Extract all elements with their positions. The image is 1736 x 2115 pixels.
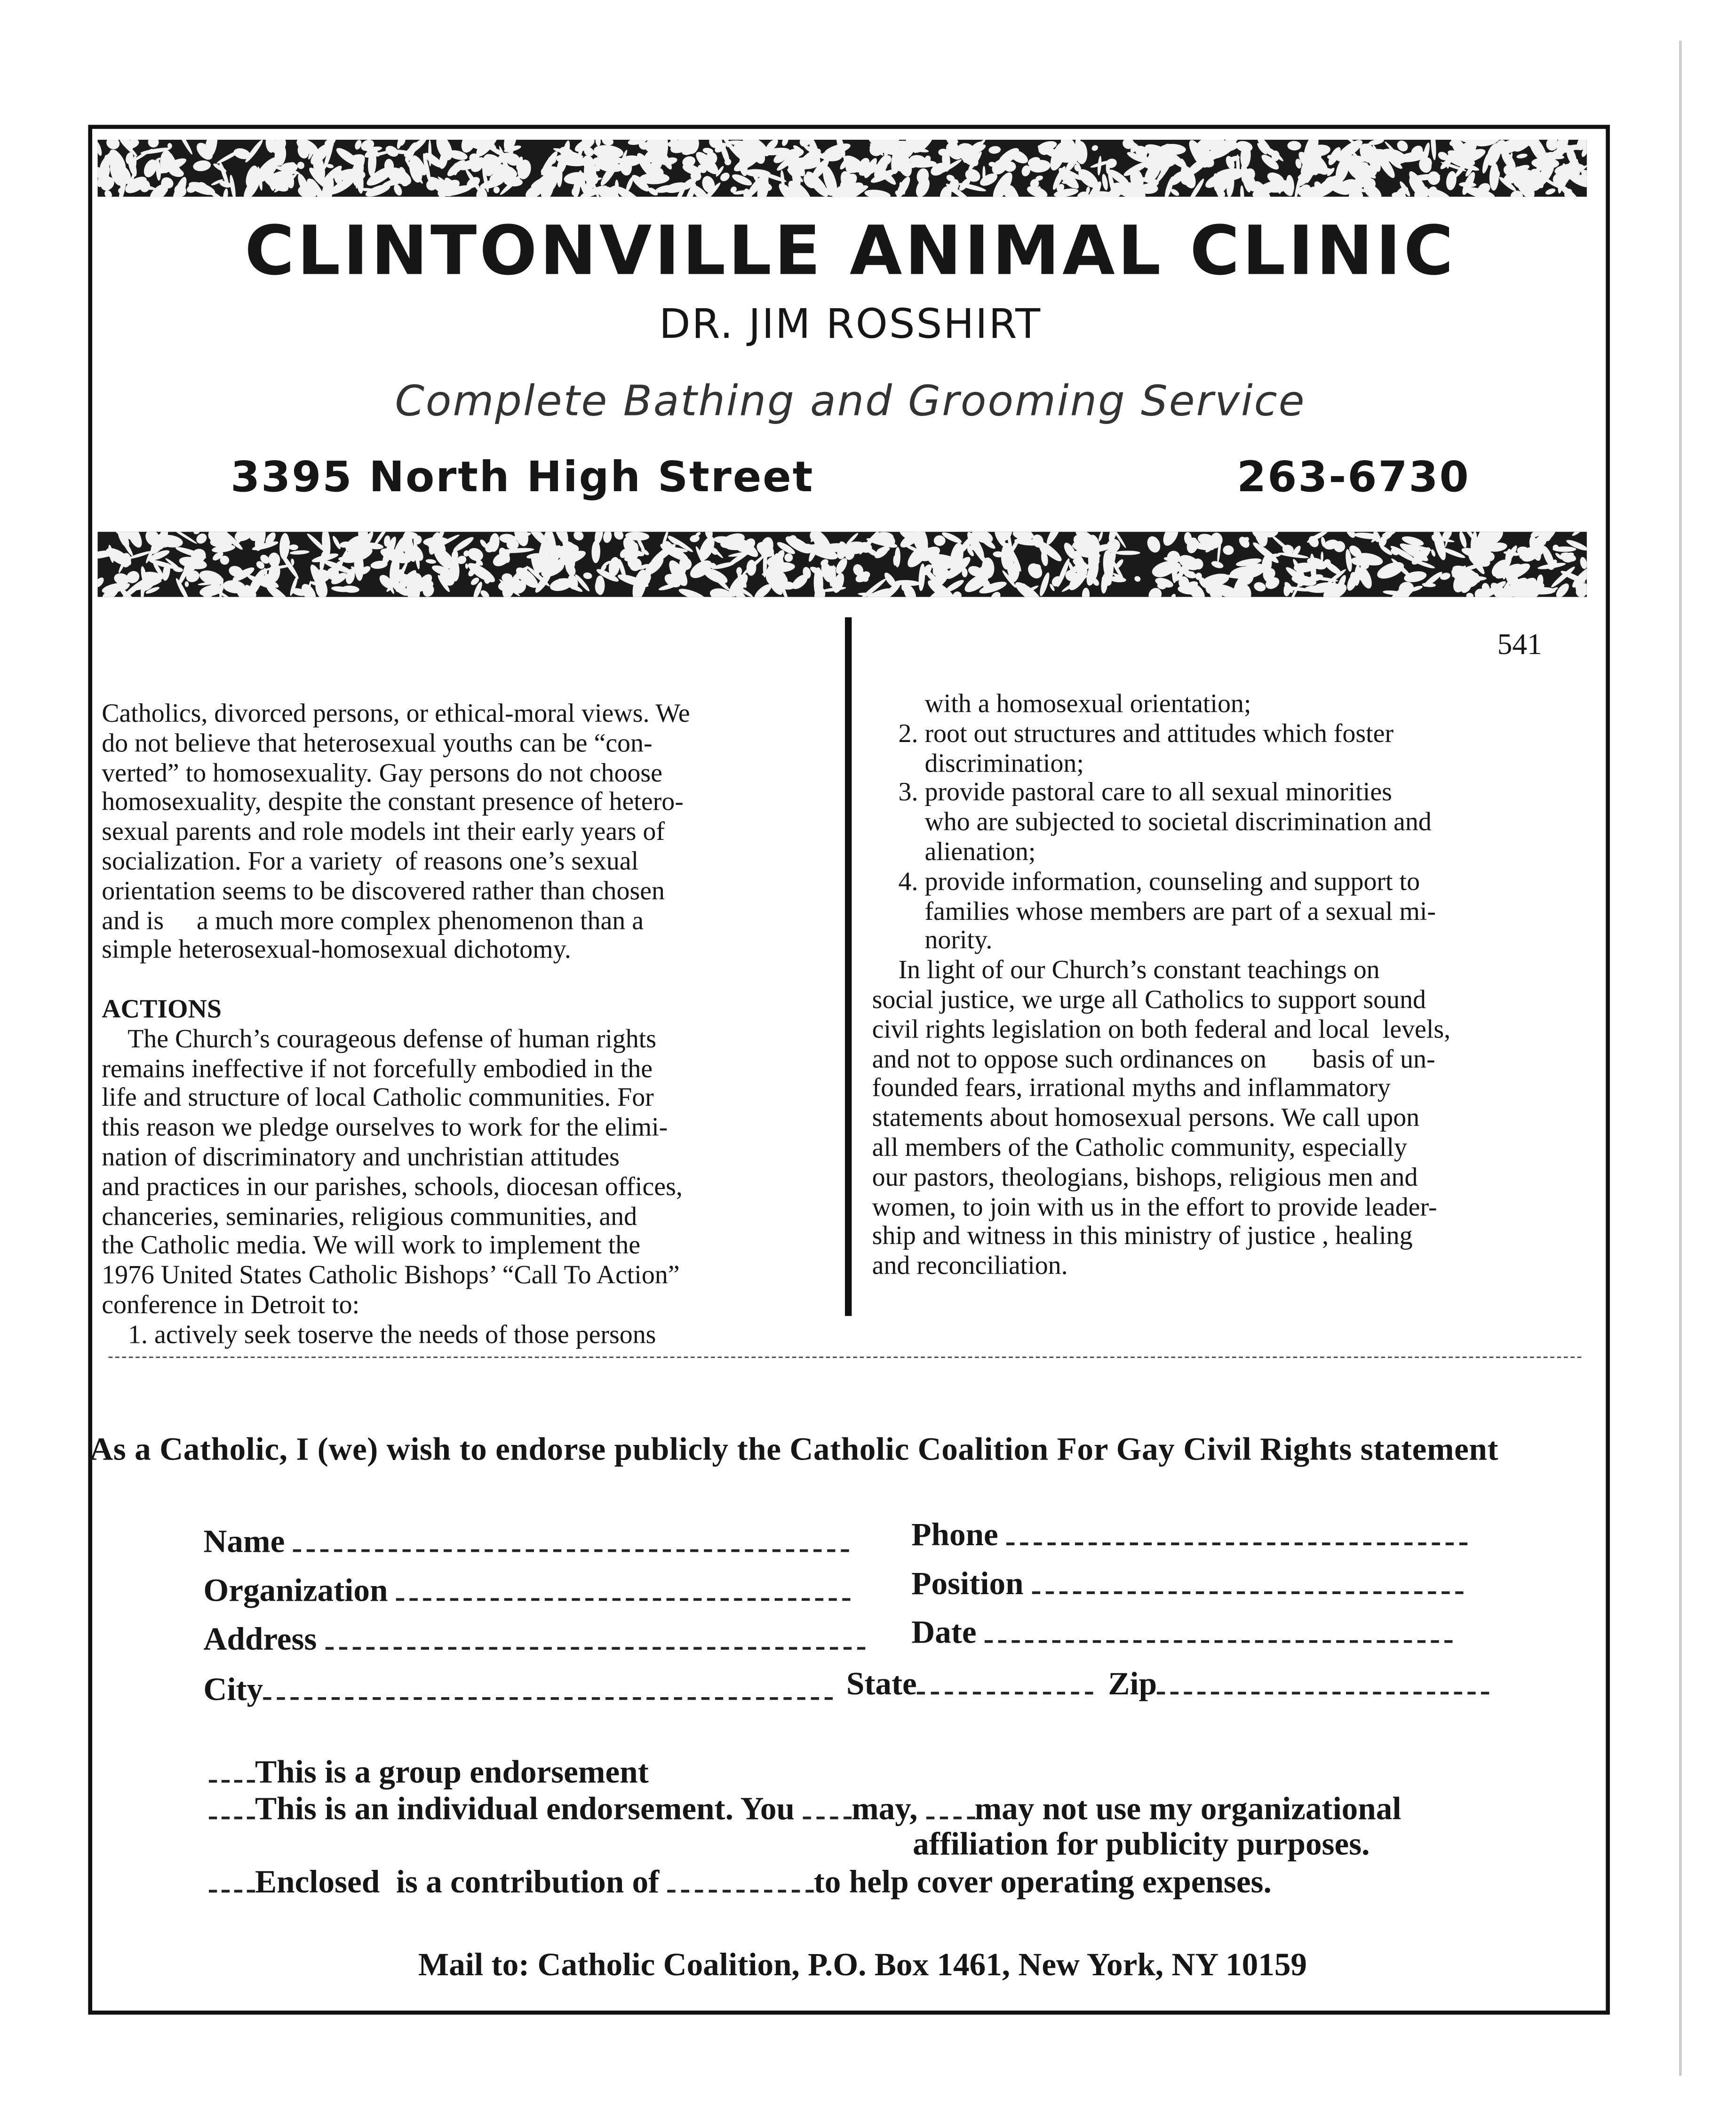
band-speck <box>1545 187 1556 196</box>
clinic-phone: 263-6730 <box>1237 453 1470 502</box>
band-speck <box>1445 170 1457 191</box>
band-speck <box>1133 575 1141 583</box>
band-speck <box>222 188 229 197</box>
band-speck <box>1287 141 1301 151</box>
band-speck <box>1466 592 1474 597</box>
text-line: alienation; <box>872 838 1036 867</box>
text-line: our pastors, theologians, bishops, religious men and <box>872 1164 1418 1192</box>
text-line: verted” to homosexuality. Gay persons do not choose <box>102 759 662 788</box>
band-speck <box>988 145 1001 154</box>
decorative-band-bottom <box>98 532 1587 597</box>
clinic-address: 3395 North High Street <box>231 453 814 502</box>
text-line: 1. actively seek toserve the needs of those persons <box>102 1321 656 1350</box>
band-speck <box>1516 153 1528 159</box>
text-line: and not to oppose such ordinances on basis of un- <box>872 1045 1435 1074</box>
address-label: Address <box>203 1622 317 1658</box>
band-speck <box>98 576 106 589</box>
address-field[interactable] <box>203 1622 865 1659</box>
text-line: 3. provide pastoral care to all sexual minorities <box>872 779 1392 808</box>
band-speck <box>1101 174 1109 191</box>
band-speck <box>1270 534 1294 555</box>
band-speck <box>146 140 160 149</box>
band-speck <box>1098 532 1104 542</box>
text-line: who are subjected to societal discrimination and <box>872 808 1432 838</box>
band-speck <box>933 535 946 546</box>
text-line: civil rights legislation on both federal and local levels, <box>872 1015 1451 1045</box>
band-speck <box>465 563 468 569</box>
band-speck <box>184 581 189 587</box>
band-speck <box>1012 579 1044 597</box>
band-speck <box>1091 144 1099 152</box>
text-line: founded fears, irrational myths and inflammatory <box>872 1075 1391 1104</box>
clinic-doctor: DR. JIM ROSSHIRT <box>659 301 1042 349</box>
band-speck <box>1430 140 1437 160</box>
band-speck <box>780 140 789 147</box>
band-speck <box>192 160 212 173</box>
band-speck <box>1240 185 1244 197</box>
left-column <box>102 700 690 1351</box>
text-line: with a homosexual orientation; <box>872 690 1251 719</box>
band-speck <box>290 550 310 555</box>
band-speck <box>425 559 436 564</box>
text-line: this reason we pledge ourselves to work for the elimi- <box>102 1114 668 1143</box>
group-endorsement-option[interactable] <box>209 1756 649 1792</box>
band-speck <box>595 140 601 146</box>
band-speck <box>193 532 200 535</box>
individual-endorsement-option[interactable] <box>209 1792 1402 1829</box>
text-line: ship and witness in this ministry of justice , healing <box>872 1222 1413 1252</box>
zip-label: Zip <box>1108 1667 1157 1703</box>
band-speck <box>664 180 688 195</box>
text-line: nation of discriminatory and unchristian attitudes <box>102 1143 620 1173</box>
text-line: all members of the Catholic community, especially <box>872 1134 1407 1163</box>
page-number: 541 <box>1497 627 1542 661</box>
city-field[interactable] <box>203 1673 833 1709</box>
band-speck <box>736 567 742 575</box>
band-speck <box>918 563 926 591</box>
band-speck <box>1422 582 1436 587</box>
section-heading: ACTIONS <box>102 996 222 1024</box>
band-speck <box>1321 551 1323 562</box>
state-field[interactable] <box>846 1668 1093 1704</box>
endorsement-statement: As a Catholic, I (we) wish to endorse publicly the Catholic Coalition For Gay Civil Rights statement <box>89 1432 1499 1468</box>
band-speck <box>591 540 600 563</box>
text-line: and is a much more complex phenomenon than a <box>102 907 644 936</box>
expenses-label: to help cover operating expenses. <box>813 1865 1272 1901</box>
band-speck <box>1253 581 1267 592</box>
city-label: City <box>203 1673 263 1708</box>
may-not-option[interactable]: may not use my organizational <box>974 1792 1402 1828</box>
text-line: remains ineffective if not forcefully embodied in the <box>102 1054 653 1084</box>
band-speck <box>1579 556 1587 569</box>
text-line: and practices in our parishes, schools, diocesan offices, <box>102 1173 683 1202</box>
text-line: conference in Detroit to: <box>102 1291 360 1320</box>
contribution-label: Enclosed is a contribution of <box>255 1865 660 1901</box>
band-speck <box>572 532 585 543</box>
band-speck <box>1004 161 1016 172</box>
text-line: sexual parents and role models int their early years of <box>102 818 665 847</box>
contribution-option[interactable] <box>209 1866 1272 1902</box>
individual-endorsement-label: This is an individual endorsement. You <box>255 1792 795 1828</box>
band-speck <box>175 140 194 155</box>
band-speck <box>1458 532 1468 549</box>
text-line: life and structure of local Catholic communities. For <box>102 1084 654 1113</box>
text-line: socialization. For a variety of reasons one’s sexual <box>102 848 639 877</box>
band-speck <box>1344 532 1357 539</box>
text-line: nority. <box>872 927 993 956</box>
phone-field[interactable] <box>911 1518 1467 1555</box>
text-line: The Church’s courageous defense of human rights <box>102 1025 657 1054</box>
band-speck <box>1025 560 1045 581</box>
text-line: simple heterosexual-homosexual dichotomy. <box>102 936 571 966</box>
text-line: 4. provide information, counseling and support to <box>872 868 1420 897</box>
cut-line <box>109 1357 1582 1358</box>
band-speck <box>554 557 559 572</box>
text-line: discrimination; <box>872 750 1084 778</box>
band-speck <box>494 186 500 193</box>
text-line: women, to join with us in the effort to provide leader- <box>872 1193 1437 1222</box>
text-line: homosexuality, despite the constant presence of hetero- <box>102 789 684 817</box>
band-speck <box>98 141 104 157</box>
date-field[interactable] <box>911 1616 1452 1652</box>
band-speck <box>1459 182 1476 187</box>
right-column <box>872 691 1450 1282</box>
mail-to-address: Mail to: Catholic Coalition, P.O. Box 1461, New York, NY 10159 <box>418 1948 1307 1984</box>
position-label: Position <box>911 1567 1024 1603</box>
text-line: statements about homosexual persons. We call upon <box>872 1104 1420 1133</box>
name-field[interactable] <box>203 1525 849 1562</box>
band-speck <box>1489 163 1499 191</box>
column-divider <box>845 617 852 1316</box>
band-speck <box>1160 532 1182 548</box>
text-line <box>102 966 690 996</box>
clinic-tagline: Complete Bathing and Grooming Service <box>395 377 1306 426</box>
band-speck <box>1237 535 1251 550</box>
phone-label: Phone <box>911 1518 998 1554</box>
position-field[interactable] <box>911 1567 1463 1604</box>
text-line: In light of our Church’s constant teachings on <box>872 957 1380 985</box>
band-speck <box>602 532 613 543</box>
text-line: and reconciliation. <box>872 1252 1068 1281</box>
may-option[interactable]: may, <box>852 1792 918 1828</box>
text-line: do not believe that heterosexual youths can be “con- <box>102 729 653 758</box>
text-line: chanceries, seminaries, religious communities, and <box>102 1203 637 1231</box>
band-speck <box>982 166 985 182</box>
band-speck <box>1322 559 1344 577</box>
band-speck <box>1115 551 1140 555</box>
zip-field[interactable] <box>1108 1668 1489 1704</box>
band-speck <box>289 544 298 550</box>
band-speck <box>864 188 891 197</box>
band-speck <box>1223 545 1234 555</box>
text-line: orientation seems to be discovered rather than chosen <box>102 877 665 906</box>
band-speck <box>1145 535 1163 555</box>
band-speck <box>612 532 625 542</box>
decorative-band-top <box>98 140 1587 197</box>
text-line: 1976 United States Catholic Bishops’ “Call To Action” <box>102 1261 680 1291</box>
band-speck <box>583 572 593 580</box>
band-speck <box>331 535 342 550</box>
text-line: the Catholic media. We will work to implement the <box>102 1232 641 1261</box>
organization-field[interactable] <box>203 1574 850 1611</box>
text-line: Catholics, divorced persons, or ethical-moral views. We <box>102 700 690 729</box>
band-speck <box>296 160 306 170</box>
band-speck <box>1082 588 1090 597</box>
group-endorsement-label: This is a group endorsement <box>255 1755 649 1791</box>
band-speck <box>1571 532 1584 537</box>
name-label: Name <box>203 1524 285 1560</box>
band-speck <box>1170 593 1177 597</box>
band-speck <box>677 587 706 597</box>
organization-label: Organization <box>203 1573 388 1609</box>
affiliation-text: affiliation for publicity purposes. <box>913 1827 1370 1863</box>
date-label: Date <box>911 1616 977 1651</box>
text-line: families whose members are part of a sexual mi- <box>872 897 1436 926</box>
clinic-title: CLINTONVILLE ANIMAL CLINIC <box>245 211 1457 291</box>
text-line: 2. root out structures and attitudes which foster <box>872 720 1394 749</box>
band-speck <box>187 179 217 197</box>
state-label: State <box>846 1667 917 1703</box>
text-line: social justice, we urge all Catholics to support sound <box>872 986 1426 1015</box>
